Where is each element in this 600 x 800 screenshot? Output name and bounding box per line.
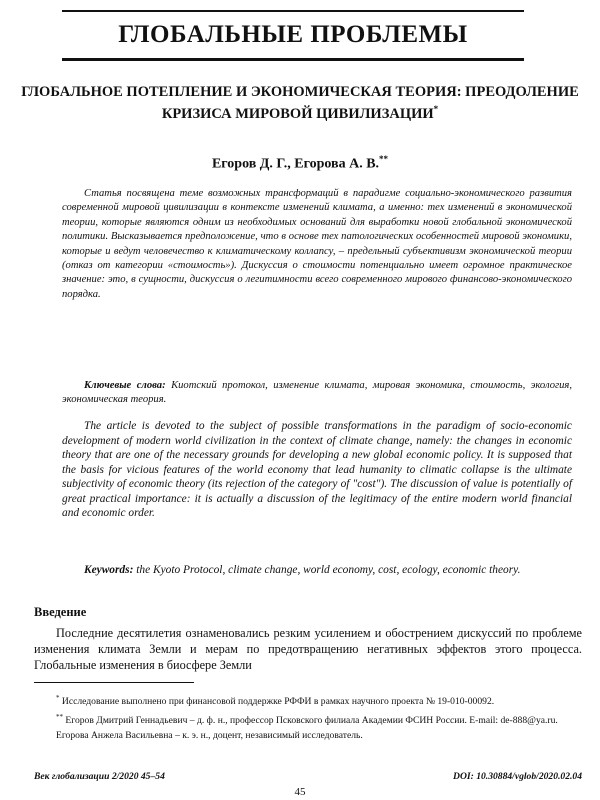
article-title bbox=[20, 84, 580, 123]
footnote-divider bbox=[34, 682, 194, 683]
footnote-text: Егоров Дмитрий Геннадьевич – д. ф. н., профессор Псковского филиала Академии ФСИН России. E-mail: de-888@ya.ru. bbox=[65, 714, 558, 726]
page-number: 45 bbox=[294, 786, 306, 798]
footnotes bbox=[34, 692, 582, 744]
journal-footer bbox=[34, 771, 582, 782]
keywords-russian-label: Ключевые слова: bbox=[84, 380, 166, 391]
footnote-author-2 bbox=[34, 730, 582, 743]
footnote-text: Егорова Анжела Васильевна – к. э. н., доцент, независимый исследователь. bbox=[56, 729, 363, 741]
article-authors bbox=[20, 154, 580, 173]
footnote-mark: ** bbox=[56, 712, 63, 721]
keywords-english bbox=[62, 563, 572, 578]
footnote-text: Исследование выполнено при финансовой поддержке РФФИ в рамках научного проекта № 19-010-00092. bbox=[61, 696, 495, 708]
keywords-english-text: the Kyoto Protocol, climate change, world economy, cost, ecology, economic theory. bbox=[136, 564, 521, 576]
section-header: ГЛОБАЛЬНЫЕ ПРОБЛЕМЫ bbox=[62, 10, 524, 61]
footnote-funding bbox=[34, 692, 582, 709]
authors-footnote-mark: ** bbox=[379, 154, 389, 164]
abstract-russian: Статья посвящена теме возможных трансформаций в парадигме социально-экономического развития современной мировой цивилизации в контексте изменений климата, а именно: тех изменений в экономической теории, которые являются одним из необходимых оснований для выработки новой глобальной экономической политики. Высказывается предположение, что в основе тех патологических особенностей мировой экономики, которые и ведут человечество к климатическому коллапсу, – предельный субъективизм экономической теории (отказ от категории «стоимость»). Дискуссия о стоимости потенциально имеет огромное практическое значение: это, в сущности, дискуссия о легитимности всего современного мирового финансово-экономического порядка. bbox=[62, 188, 572, 300]
keywords-english-label: Keywords: bbox=[84, 564, 134, 576]
keywords-russian-text: Киотский протокол, изменение климата, мировая экономика, стоимость, экология, экономическая теория. bbox=[62, 380, 573, 406]
journal-citation: Век глобализации 2/2020 45–54 bbox=[34, 771, 165, 782]
intro-heading: Введение bbox=[34, 605, 87, 619]
abstract-english: The article is devoted to the subject of possible transformations in the paradigm of socio-economic development of modern world civilization in the context of climate change, namely: the changes in economic theory that are one of the necessary grounds for developing a new global economic policy. It is supposed that the basis for vicious features of the world economy that lead humanity to climatic collapse is the ultimate subjectivity of economic theory (its rejection of the category of "cost"). The discussion of value is potentially of great practical importance: it is actually a discussion of the legitimacy of the entire modern world financial and economic order. bbox=[62, 420, 572, 519]
title-footnote-mark: * bbox=[433, 104, 439, 114]
keywords-russian bbox=[62, 379, 572, 408]
article-title-text: ГЛОБАЛЬНОЕ ПОТЕПЛЕНИЕ И ЭКОНОМИЧЕСКАЯ ТЕОРИЯ: ПРЕОДОЛЕНИЕ КРИЗИСА МИРОВОЙ ЦИВИЛИЗАЦИИ bbox=[21, 84, 579, 122]
footnote-mark: * bbox=[56, 694, 60, 702]
journal-doi: DOI: 10.30884/vglob/2020.02.04 bbox=[453, 771, 582, 782]
intro-paragraph: Последние десятилетия ознаменовались резким усилением и обострением дискуссий по проблеме изменения климата Земли и мерам по предотвращению негативных эффектов этого процесса. Глобальные изменения в биосфере Земли bbox=[34, 626, 582, 672]
authors-text: Егоров Д. Г., Егорова А. В. bbox=[211, 156, 380, 172]
footnote-author-1 bbox=[34, 711, 582, 728]
